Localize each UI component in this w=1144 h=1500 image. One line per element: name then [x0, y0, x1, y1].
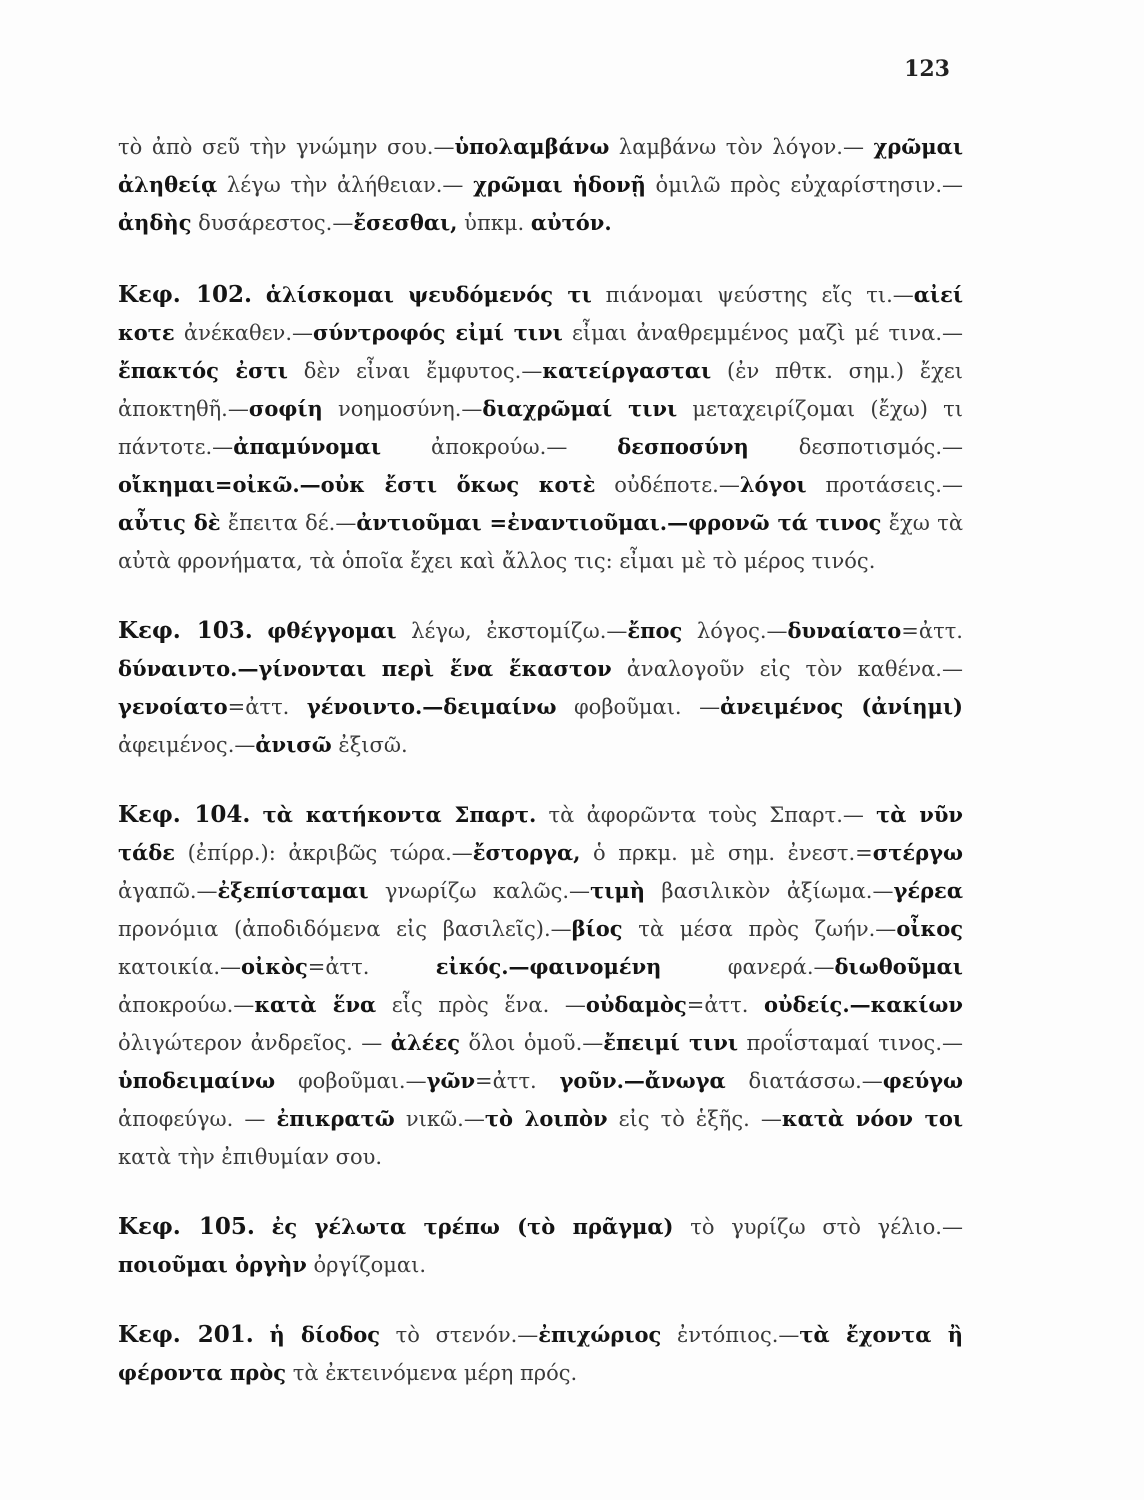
- gloss-text: ὑπκμ.: [457, 211, 531, 235]
- chapter-heading: Κεφ. 103.: [118, 617, 253, 644]
- lemma-term: ἔστοργα,: [472, 840, 581, 865]
- gloss-text: διατάσσω.—: [725, 1069, 883, 1093]
- lemma-term: ἔπειμί τινι: [603, 1030, 739, 1055]
- gloss-text: (ἐν πθτκ. σημ.) ἔχει ἀποκτηθῆ.—: [118, 359, 963, 421]
- lemma-term: οὐδαμὸς: [585, 992, 687, 1017]
- lemma-term: ἔσεσθαι,: [353, 210, 458, 235]
- gloss-text: =ἀττ.: [307, 955, 436, 979]
- lemma-term: χρῶμαι ἀληθείᾳ: [118, 134, 963, 197]
- lemma-term: ἐξεπίσταμαι: [217, 878, 369, 903]
- lemma-term: ἀντιοῦμαι =ἐναντιοῦμαι.—φρονῶ τά τινος: [356, 510, 882, 535]
- gloss-text: φοβοῦμαι.—: [275, 1069, 427, 1093]
- gloss-text: ὀλιγώτερον ἀνδρεῖος. —: [118, 1031, 391, 1055]
- gloss-text: εἰς τὸ ἑξῆς. —: [607, 1107, 782, 1131]
- lemma-term: ἔπος: [627, 618, 683, 643]
- lemma-term: σύντροφός εἰμί τινι: [313, 320, 563, 345]
- lemma-term: γενοίατο: [118, 694, 228, 719]
- lemma-term: διαχρῶμαί τινι: [482, 396, 678, 421]
- lemma-term: τὸ λοιπὸν: [484, 1106, 608, 1131]
- gloss-text: ἀποφεύγω. —: [118, 1107, 277, 1131]
- lemma-term: οἰκὸς: [241, 954, 308, 979]
- lemma-term: κατὰ ἕνα: [254, 992, 377, 1017]
- gloss-text: λέγω τὴν ἀλήθειαν.—: [217, 173, 474, 197]
- gloss-text: λαμβάνω τὸν λόγον.—: [609, 135, 874, 159]
- lemma-term: τιμὴ: [590, 878, 645, 903]
- gloss-text: τὴν γνώμην σου.—: [249, 135, 455, 159]
- gloss-text: τὸ ἀπὸ σεῦ: [118, 135, 250, 159]
- lemma-term: ἀηδὴς: [118, 210, 192, 235]
- lemma-term: ἐπικρατῶ: [276, 1106, 395, 1131]
- text-body: [118, 128, 963, 1424]
- continuation-paragraph: [118, 128, 963, 242]
- gloss-text: τὸ στενόν.—: [380, 1323, 539, 1347]
- lemma-term: τὰ ἔχοντα ἢ φέροντα πρὸς: [118, 1322, 963, 1385]
- lemma-term: ἀπαμύνομαι: [233, 434, 382, 459]
- gloss-text: βασιλικὸν ἀξίωμα.—: [645, 879, 894, 903]
- gloss-text: φοβοῦμαι. —: [556, 695, 721, 719]
- gloss-text: ἔχω τὰ αὐτὰ φρονήματα, τὰ ὁποῖα ἔχει καὶ ἄλλος τις: εἶμαι μὲ τὸ μέρος τινός.: [118, 511, 963, 573]
- lemma-term: αἰεί κοτε: [118, 282, 963, 345]
- lemma-term: ἡ δίοδος: [269, 1322, 381, 1347]
- gloss-text: ἐξισῶ.: [331, 733, 408, 757]
- gloss-text: τὸ γυρίζω στὸ γέλιο.—: [673, 1215, 963, 1239]
- lemma-term: εἰκός.—φαινομένη: [435, 954, 662, 979]
- lemma-term: ποιοῦμαι ὀργὴν: [118, 1252, 307, 1277]
- lemma-term: σοφίη: [248, 396, 323, 421]
- lemma-term: χρῶμαι ἡδονῇ: [473, 172, 646, 197]
- lemma-term: στέργω: [872, 840, 963, 865]
- lemma-term: λόγοι: [739, 472, 807, 497]
- gloss-text: (ἐπίρρ.): ἀκριβῶς τώρα.—: [175, 841, 473, 865]
- gloss-text: νοημοσύνη.—: [322, 397, 483, 421]
- gloss-text: ἔπειτα δέ.—: [220, 511, 357, 535]
- gloss-text: ἀνέκαθεν.—: [174, 321, 314, 345]
- lemma-term: αὐτόν.: [530, 210, 612, 235]
- gloss-text: ὀργίζομαι.: [306, 1253, 427, 1277]
- chapter-paragraph: [118, 796, 963, 1176]
- chapter-heading: Κεφ. 201.: [118, 1321, 254, 1348]
- gloss-text: φανερά.—: [661, 955, 835, 979]
- gloss-text: ἐντόπιος.—: [661, 1323, 800, 1347]
- lemma-term: κατείργασται: [542, 358, 712, 383]
- gloss-text: ἀγαπῶ.—: [118, 879, 218, 903]
- gloss-text: =ἀττ.: [686, 993, 765, 1017]
- chapter-paragraph: [118, 612, 963, 764]
- page-number: 123: [904, 56, 950, 82]
- lemma-term: κατὰ νόον τοι: [781, 1106, 963, 1131]
- gloss-text: εἶμαι ἀναθρεμμένος μαζὶ μέ τινα.—: [562, 321, 963, 345]
- lemma-term: ἐς γέλωτα τρέπω (τὸ πρᾶγμα): [271, 1214, 674, 1239]
- gloss-text: πιάνομαι ψεύστης εἴς τι.—: [591, 283, 914, 307]
- chapter-paragraph: [118, 1316, 963, 1392]
- gloss-text: τὰ μέσα πρὸς ζωήν.—: [622, 917, 897, 941]
- lemma-term: αὖτις δὲ: [118, 510, 221, 535]
- gloss-text: δὲν εἶναι ἔμφυτος.—: [287, 359, 543, 383]
- gloss-text: κατοικία.—: [118, 955, 242, 979]
- lemma-term: γέρεα: [893, 878, 963, 903]
- chapter-heading: Κεφ. 104.: [118, 801, 251, 828]
- gloss-text: τὰ ἐκτεινόμενα μέρη πρός.: [286, 1361, 578, 1385]
- lemma-term: ἀλέες: [390, 1030, 461, 1055]
- gloss-text: ὁμιλῶ πρὸς εὐχαρίστησιν.—: [645, 173, 963, 197]
- gloss-text: ἀναλογοῦν εἰς τὸν καθένα.—: [611, 657, 963, 681]
- chapter-heading: Κεφ. 105.: [118, 1213, 255, 1240]
- lemma-term: διωθοῦμαι: [834, 954, 963, 979]
- lemma-term: φθέγγομαι: [267, 618, 397, 643]
- gloss-text: προνόμια (ἀποδιδόμενα εἰς βασιλεῖς).—: [118, 917, 572, 941]
- gloss-text: =ἀττ.: [901, 619, 963, 643]
- lemma-term: ἀνειμένος (ἀνίημι): [720, 694, 963, 719]
- lemma-term: δυναίατο: [787, 618, 902, 643]
- lemma-term: ἀνισῶ: [255, 732, 332, 757]
- lemma-term: ἐπιχώριος: [538, 1322, 662, 1347]
- lemma-term: γῶν: [426, 1068, 476, 1093]
- lemma-term: οὐδείς.—κακίων: [764, 992, 963, 1017]
- gloss-text: ἀποκρούω.—: [118, 993, 255, 1017]
- lemma-term: γοῦν.—ἄνωγα: [559, 1068, 726, 1093]
- chapter-paragraph: [118, 1208, 963, 1284]
- gloss-text: δυσάρεστος.—: [191, 211, 354, 235]
- gloss-text: νικῶ.—: [394, 1107, 485, 1131]
- lemma-term: ἔπακτός ἐστι: [118, 358, 288, 383]
- gloss-text: προΐσταμαί τινος.—: [738, 1031, 963, 1055]
- gloss-text: λέγω, ἐκστομίζω.—: [396, 619, 628, 643]
- lemma-term: οἴκημαι=οἰκῶ.—οὐκ ἔστι ὅκως κοτὲ: [118, 472, 596, 497]
- gloss-text: =ἀττ.: [227, 695, 307, 719]
- lemma-term: ἁλίσκομαι ψευδόμενός τι: [265, 282, 592, 307]
- lemma-term: δύναιντο.—γίνονται περὶ ἕνα ἕκαστον: [118, 656, 612, 681]
- gloss-text: ἀποκρούω.—: [381, 435, 618, 459]
- lemma-term: βίος: [571, 916, 623, 941]
- gloss-text: κατὰ τὴν ἐπιθυμίαν σου.: [118, 1145, 383, 1169]
- lemma-term: ὑποδειμαίνω: [118, 1068, 276, 1093]
- gloss-text: ὅλοι ὁμοῦ.—: [460, 1031, 604, 1055]
- chapter-paragraph: [118, 276, 963, 580]
- gloss-text: ὁ πρκμ. μὲ σημ. ἐνεστ.=: [580, 841, 873, 865]
- gloss-text: ἀφειμένος.—: [118, 733, 256, 757]
- lemma-term: γένοιντο.—δειμαίνω: [306, 694, 557, 719]
- gloss-text: μεταχειρίζομαι (ἔχω) τι πάντοτε.—: [118, 397, 963, 459]
- gloss-text: =ἀττ.: [475, 1069, 560, 1093]
- lemma-term: οἶκος: [896, 916, 964, 941]
- lemma-term: ὑπολαμβάνω: [454, 134, 610, 159]
- gloss-text: τὰ ἀφορῶντα τοὺς Σπαρτ.—: [536, 803, 877, 827]
- gloss-text: γνωρίζω καλῶς.—: [368, 879, 591, 903]
- gloss-text: οὐδέποτε.—: [595, 473, 740, 497]
- lemma-term: δεσποσύνη: [617, 434, 749, 459]
- chapter-heading: Κεφ. 102.: [118, 281, 253, 308]
- gloss-text: δεσποτισμός.—: [748, 435, 963, 459]
- lemma-term: τὰ κατήκοντα Σπαρτ.: [262, 802, 537, 827]
- lemma-term: φεύγω: [882, 1068, 963, 1093]
- gloss-text: λόγος.—: [682, 619, 788, 643]
- gloss-text: εἷς πρὸς ἕνα. —: [376, 993, 586, 1017]
- gloss-text: προτάσεις.—: [806, 473, 963, 497]
- lemma-term: τὰ νῦν τάδε: [118, 802, 963, 865]
